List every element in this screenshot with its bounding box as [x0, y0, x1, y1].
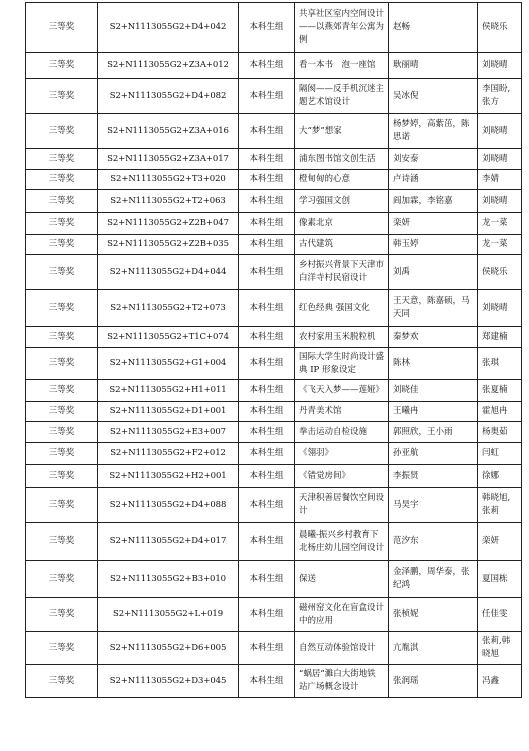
work-title-cell: 拳击运动自检设施 — [295, 422, 389, 443]
group-cell: 本科生组 — [239, 149, 295, 170]
table-row — [26, 213, 522, 235]
award-level-cell: 三等奖 — [26, 561, 98, 598]
advisor-cell: 徐娜 — [478, 465, 522, 488]
work-title-cell: 晨曦-振兴乡村教育下北杨庄幼儿园空间设计 — [295, 523, 389, 561]
table-row — [26, 443, 522, 465]
group-cell: 本科生组 — [239, 53, 295, 79]
authors-cell: 亢胤淇 — [389, 632, 478, 665]
work-title-cell: 浦东图书馆文创生活 — [295, 149, 389, 170]
authors-cell: 杨梦婷，高紫茁，陈思诺 — [389, 114, 478, 149]
work-code-cell: S2+N1113055G2+D4+044 — [98, 255, 239, 290]
table-row — [26, 598, 522, 632]
work-code-cell: S2+N1113055G2+Z3A+012 — [98, 53, 239, 79]
work-title-cell: 农村家用玉米脱粒机 — [295, 327, 389, 348]
advisor-cell: 龙一菜 — [478, 213, 522, 235]
award-level-cell: 三等奖 — [26, 255, 98, 290]
group-cell: 本科生组 — [239, 598, 295, 632]
group-cell: 本科生组 — [239, 190, 295, 213]
authors-cell: 耿丽晴 — [389, 53, 478, 79]
work-code-cell: S2+N1113055G2+T1C+074 — [98, 327, 239, 348]
group-cell: 本科生组 — [239, 465, 295, 488]
group-cell: 本科生组 — [239, 114, 295, 149]
award-level-cell: 三等奖 — [26, 348, 98, 380]
authors-cell: 张润瑶 — [389, 665, 478, 698]
group-cell: 本科生组 — [239, 235, 295, 255]
work-code-cell: S2+N1113055G2+G1+004 — [98, 348, 239, 380]
award-level-cell: 三等奖 — [26, 290, 98, 327]
advisor-cell: 闫虹 — [478, 443, 522, 465]
table-row — [26, 465, 522, 488]
work-title-cell: 《飞天入梦——莲娅》 — [295, 380, 389, 402]
group-cell: 本科生组 — [239, 632, 295, 665]
work-code-cell: S2+N1113055G2+H1+011 — [98, 380, 239, 402]
table-row — [26, 114, 522, 149]
advisor-cell: 张夏楠 — [478, 380, 522, 402]
award-level-cell: 三等奖 — [26, 149, 98, 170]
award-level-cell: 三等奖 — [26, 443, 98, 465]
award-level-cell: 三等奖 — [26, 114, 98, 149]
work-code-cell: S2+N1113055G2+D1+001 — [98, 402, 239, 422]
work-code-cell: S2+N1113055G2+Z2B+047 — [98, 213, 239, 235]
work-code-cell: S2+N1113055G2+D4+082 — [98, 79, 239, 114]
work-title-cell: 共享社区室内空间设计——以燕郊青年公寓为例 — [295, 3, 389, 53]
authors-cell: 刘禹 — [389, 255, 478, 290]
work-code-cell: S2+N1113055G2+T2+063 — [98, 190, 239, 213]
table-row — [26, 327, 522, 348]
work-title-cell: 看一本书 泡一座馆 — [295, 53, 389, 79]
work-title-cell: 像素北京 — [295, 213, 389, 235]
authors-cell: 秦梦欢 — [389, 327, 478, 348]
table-row — [26, 348, 522, 380]
award-level-cell: 三等奖 — [26, 190, 98, 213]
work-code-cell: S2+N1113055G2+D4+042 — [98, 3, 239, 53]
work-title-cell: 丹青美术馆 — [295, 402, 389, 422]
award-level-cell: 三等奖 — [26, 465, 98, 488]
advisor-cell: 张莉,韩晓旭 — [478, 632, 522, 665]
table-row — [26, 3, 522, 53]
work-code-cell: S2+N1113055G2+D4+088 — [98, 488, 239, 523]
authors-cell: 刘安泰 — [389, 149, 478, 170]
group-cell: 本科生组 — [239, 255, 295, 290]
group-cell: 本科生组 — [239, 3, 295, 53]
work-title-cell: 天津积善居餐饮空间设计 — [295, 488, 389, 523]
group-cell: 本科生组 — [239, 523, 295, 561]
work-code-cell: S2+N1113055G2+L+019 — [98, 598, 239, 632]
advisor-cell: 刘晓晴 — [478, 190, 522, 213]
advisor-cell: 冯鑫 — [478, 665, 522, 698]
table-row — [26, 402, 522, 422]
work-code-cell: S2+N1113055G2+Z3A+016 — [98, 114, 239, 149]
advisor-cell: 夏国栋 — [478, 561, 522, 598]
advisor-cell: 张琪 — [478, 348, 522, 380]
table-row — [26, 190, 522, 213]
table-row — [26, 170, 522, 190]
group-cell: 本科生组 — [239, 79, 295, 114]
work-code-cell: S2+N1113055G2+T3+020 — [98, 170, 239, 190]
group-cell: 本科生组 — [239, 488, 295, 523]
award-level-cell: 三等奖 — [26, 523, 98, 561]
advisor-cell: 侯晓乐 — [478, 3, 522, 53]
authors-cell: 范汐东 — [389, 523, 478, 561]
advisor-cell: 李婧 — [478, 170, 522, 190]
advisor-cell: 刘晓晴 — [478, 53, 522, 79]
authors-cell: 刘晓佳 — [389, 380, 478, 402]
group-cell: 本科生组 — [239, 665, 295, 698]
table-row — [26, 422, 522, 443]
work-code-cell: S2+N1113055G2+E3+007 — [98, 422, 239, 443]
table-row — [26, 665, 522, 698]
work-code-cell: S2+N1113055G2+T2+073 — [98, 290, 239, 327]
table-row — [26, 632, 522, 665]
work-title-cell: 保送 — [295, 561, 389, 598]
group-cell: 本科生组 — [239, 290, 295, 327]
group-cell: 本科生组 — [239, 213, 295, 235]
award-level-cell: 三等奖 — [26, 402, 98, 422]
work-title-cell: 磁州窑文化在盲盒设计中的应用 — [295, 598, 389, 632]
group-cell: 本科生组 — [239, 443, 295, 465]
award-level-cell: 三等奖 — [26, 488, 98, 523]
advisor-cell: 龙一菜 — [478, 235, 522, 255]
authors-cell: 李振贤 — [389, 465, 478, 488]
award-level-cell: 三等奖 — [26, 598, 98, 632]
work-title-cell: 《错觉房间》 — [295, 465, 389, 488]
award-level-cell: 三等奖 — [26, 3, 98, 53]
group-cell: 本科生组 — [239, 380, 295, 402]
advisor-cell: 侯晓乐 — [478, 255, 522, 290]
group-cell: 本科生组 — [239, 402, 295, 422]
advisor-cell: 李国盼,张方 — [478, 79, 522, 114]
group-cell: 本科生组 — [239, 422, 295, 443]
table-row — [26, 561, 522, 598]
table-row — [26, 488, 522, 523]
authors-cell: 韩玉婷 — [389, 235, 478, 255]
advisor-cell: 刘晓晴 — [478, 114, 522, 149]
group-cell: 本科生组 — [239, 348, 295, 380]
authors-cell: 王天意，陈嘉硕，马天同 — [389, 290, 478, 327]
work-code-cell: S2+N1113055G2+B3+010 — [98, 561, 239, 598]
award-level-cell: 三等奖 — [26, 53, 98, 79]
award-level-cell: 三等奖 — [26, 79, 98, 114]
authors-cell: 陈林 — [389, 348, 478, 380]
award-level-cell: 三等奖 — [26, 422, 98, 443]
authors-cell: 阎加霖，李铭嘉 — [389, 190, 478, 213]
table-row — [26, 235, 522, 255]
work-title-cell: “蜗居”濉白大街地铁站广场概念设计 — [295, 665, 389, 698]
table-row — [26, 53, 522, 79]
authors-cell: 孙亚航 — [389, 443, 478, 465]
advisor-cell: 任佳雯 — [478, 598, 522, 632]
authors-cell: 张桢妮 — [389, 598, 478, 632]
award-level-cell: 三等奖 — [26, 665, 98, 698]
work-code-cell: S2+N1113055G2+H2+001 — [98, 465, 239, 488]
work-title-cell: 《翎羽》 — [295, 443, 389, 465]
work-title-cell: 红色经典 强国文化 — [295, 290, 389, 327]
work-title-cell: 乡村振兴背景下天津市白洋寺村民宿设计 — [295, 255, 389, 290]
group-cell: 本科生组 — [239, 327, 295, 348]
work-title-cell: 国际大学生时尚设计盛典 IP 形象设定 — [295, 348, 389, 380]
authors-cell: 卢诗涵 — [389, 170, 478, 190]
work-code-cell: S2+N1113055G2+F2+012 — [98, 443, 239, 465]
advisor-cell: 杨奥茹 — [478, 422, 522, 443]
group-cell: 本科生组 — [239, 561, 295, 598]
advisor-cell: 刘晓晴 — [478, 149, 522, 170]
group-cell: 本科生组 — [239, 170, 295, 190]
work-title-cell: 隔阂——反手机沉迷主题艺术馆设计 — [295, 79, 389, 114]
work-code-cell: S2+N1113055G2+D4+017 — [98, 523, 239, 561]
work-code-cell: S2+N1113055G2+D6+005 — [98, 632, 239, 665]
authors-cell: 郭照欣，王小雨 — [389, 422, 478, 443]
award-level-cell: 三等奖 — [26, 632, 98, 665]
work-title-cell: 古代建筑 — [295, 235, 389, 255]
work-code-cell: S2+N1113055G2+D3+045 — [98, 665, 239, 698]
advisor-cell: 栾妍 — [478, 523, 522, 561]
work-title-cell: 自然互动体验馆设计 — [295, 632, 389, 665]
award-level-cell: 三等奖 — [26, 170, 98, 190]
award-level-cell: 三等奖 — [26, 213, 98, 235]
awards-table-body — [26, 3, 522, 698]
advisor-cell: 刘晓晴 — [478, 290, 522, 327]
authors-cell: 栾妍 — [389, 213, 478, 235]
work-title-cell: 大“梦”想家 — [295, 114, 389, 149]
authors-cell: 马昊宇 — [389, 488, 478, 523]
authors-cell: 金泽鹏，周华泰，张纪鸿 — [389, 561, 478, 598]
award-level-cell: 三等奖 — [26, 380, 98, 402]
advisor-cell: 郑建楠 — [478, 327, 522, 348]
work-title-cell: 橙甸甸的心意 — [295, 170, 389, 190]
advisor-cell: 霍旭冉 — [478, 402, 522, 422]
table-row — [26, 149, 522, 170]
awards-table — [25, 2, 522, 698]
table-row — [26, 523, 522, 561]
table-row — [26, 290, 522, 327]
advisor-cell: 韩晓旭,张莉 — [478, 488, 522, 523]
authors-cell: 赵畅 — [389, 3, 478, 53]
authors-cell: 王曦冉 — [389, 402, 478, 422]
table-row — [26, 255, 522, 290]
award-level-cell: 三等奖 — [26, 235, 98, 255]
work-title-cell: 学习强国文创 — [295, 190, 389, 213]
table-row — [26, 79, 522, 114]
authors-cell: 吴冰倪 — [389, 79, 478, 114]
table-row — [26, 380, 522, 402]
award-level-cell: 三等奖 — [26, 327, 98, 348]
work-code-cell: S2+N1113055G2+Z2B+035 — [98, 235, 239, 255]
work-code-cell: S2+N1113055G2+Z3A+017 — [98, 149, 239, 170]
